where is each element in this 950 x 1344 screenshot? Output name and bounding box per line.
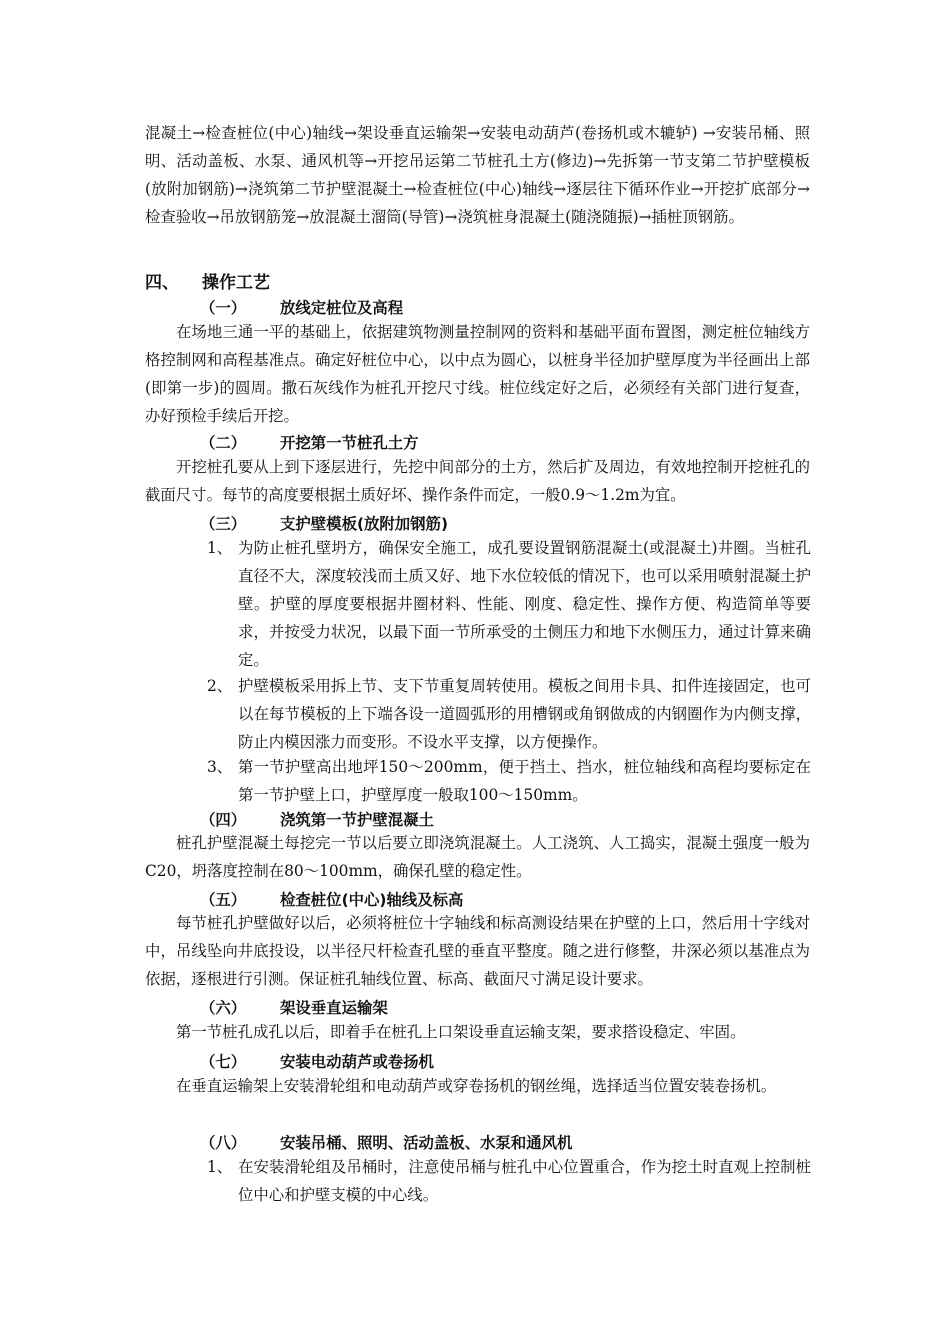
list-text: 护壁模板采用拆上节、支下节重复周转使用。模板之间用卡具、扣件连接固定，也可以在每节模板的上下端各设一道圆弧形的用槽钢或角钢做成的内钢圈作为内侧支撑，防止内模因涨力而变形。不设水平支撑，以方便操作。 xyxy=(238,677,811,751)
list-item xyxy=(207,753,811,809)
list-text: 为防止桩孔壁坍方，确保安全施工，成孔要设置钢筋混凝土(或混凝土)井圈。当桩孔直径不大，深度较浅而土质又好、地下水位较低的情况下，也可以采用喷射混凝土护壁。护壁的厚度要根据井圈材料、性能、刚度、稳定性、操作方便、构造简单等要求，并按受力状况，以最下面一节所承受的土侧压力和地下水侧压力，通过计算来确定。 xyxy=(238,539,811,669)
subsection-title: 安装电动葫芦或卷扬机 xyxy=(280,1053,434,1071)
subsection-title: 安装吊桶、照明、活动盖板、水泵和通风机 xyxy=(280,1134,573,1152)
subsection-number: （六） xyxy=(200,999,247,1017)
subsection-number: （七） xyxy=(200,1053,247,1071)
list-item xyxy=(207,672,811,756)
section-number: 四、 xyxy=(145,273,179,293)
list-text: 第一节护壁高出地坪150～200mm，便于挡土、挡水，桩位轴线和高程均要标定在第一节护壁上口，护壁厚度一般取100～150mm。 xyxy=(238,758,811,804)
subsection-title: 支护壁模板(放附加钢筋) xyxy=(280,515,448,533)
paragraph: 在场地三通一平的基础上，依据建筑物测量控制网的资料和基础平面布置图，测定桩位轴线方格控制网和高程基准点。确定好桩位中心，以中点为圆心，以桩身半径加护壁厚度为半径画出上部(即第一步)的圆周。撒石灰线作为桩孔开挖尺寸线。桩位线定好之后，必须经有关部门进行复查，办好预检手续后开挖。 xyxy=(145,323,810,425)
section-heading xyxy=(145,268,270,293)
list-item xyxy=(207,1153,811,1209)
list-number: 2、 xyxy=(207,677,233,695)
subsection-title: 放线定桩位及高程 xyxy=(280,299,404,317)
paragraph: 在垂直运输架上安装滑轮组和电动葫芦或穿卷扬机的钢丝绳，选择适当位置安装卷扬机。 xyxy=(176,1077,777,1095)
intro-paragraph: 混凝土→检查桩位(中心)轴线→架设垂直运输架→安装电动葫芦(卷扬机或木辘轳) →安装吊桶、照明、活动盖板、水泵、通风机等→开挖吊运第二节桩孔土方(修边)→先拆第一节支第二节护壁模板(放附加钢筋)→浇筑第二节护壁混凝土→检查桩位(中心)轴线→逐层往下循环作业→开挖扩底部分→检查验收→吊放钢筋笼→放混凝土溜筒(导管)→浇筑桩身混凝土(随浇随振)→插桩顶钢筋。 xyxy=(145,124,810,226)
subsection-number: （五） xyxy=(200,891,247,909)
list-number: 3、 xyxy=(207,758,233,776)
list-text: 在安装滑轮组及吊桶时，注意使吊桶与桩孔中心位置重合，作为挖土时直观上控制桩位中心和护壁支模的中心线。 xyxy=(238,1158,811,1204)
list-number: 1、 xyxy=(207,539,233,557)
subsection-number: （八） xyxy=(200,1134,247,1152)
section-title: 操作工艺 xyxy=(202,273,270,293)
paragraph: 开挖桩孔要从上到下逐层进行，先挖中间部分的土方，然后扩及周边，有效地控制开挖桩孔的截面尺寸。每节的高度要根据土质好坏、操作条件而定，一般0.9～1.2m为宜。 xyxy=(145,458,810,504)
list-item xyxy=(207,534,811,674)
subsection-title: 检查桩位(中心)轴线及标高 xyxy=(280,891,464,909)
subsection-number: （二） xyxy=(200,434,247,452)
subsection-number: （三） xyxy=(200,515,247,533)
paragraph: 桩孔护壁混凝土每挖完一节以后要立即浇筑混凝土。人工浇筑、人工捣实，混凝土强度一般为C20，坍落度控制在80～100mm，确保孔壁的稳定性。 xyxy=(145,834,810,880)
subsection-title: 开挖第一节桩孔土方 xyxy=(280,434,419,452)
subsection-number: （一） xyxy=(200,299,247,317)
subsection-title: 架设垂直运输架 xyxy=(280,999,388,1017)
subsection-title: 浇筑第一节护壁混凝土 xyxy=(280,811,434,829)
subsection-number: （四） xyxy=(200,811,247,829)
list-number: 1、 xyxy=(207,1158,233,1176)
paragraph: 第一节桩孔成孔以后，即着手在桩孔上口架设垂直运输支架，要求搭设稳定、牢固。 xyxy=(176,1023,746,1041)
paragraph: 每节桩孔护壁做好以后，必须将桩位十字轴线和标高测设结果在护壁的上口，然后用十字线对中，吊线坠向井底投设，以半径尺杆检查孔壁的垂直平整度。随之进行修整，井深必须以基准点为依据，逐根进行引测。保证桩孔轴线位置、标高、截面尺寸满足设计要求。 xyxy=(145,914,810,988)
